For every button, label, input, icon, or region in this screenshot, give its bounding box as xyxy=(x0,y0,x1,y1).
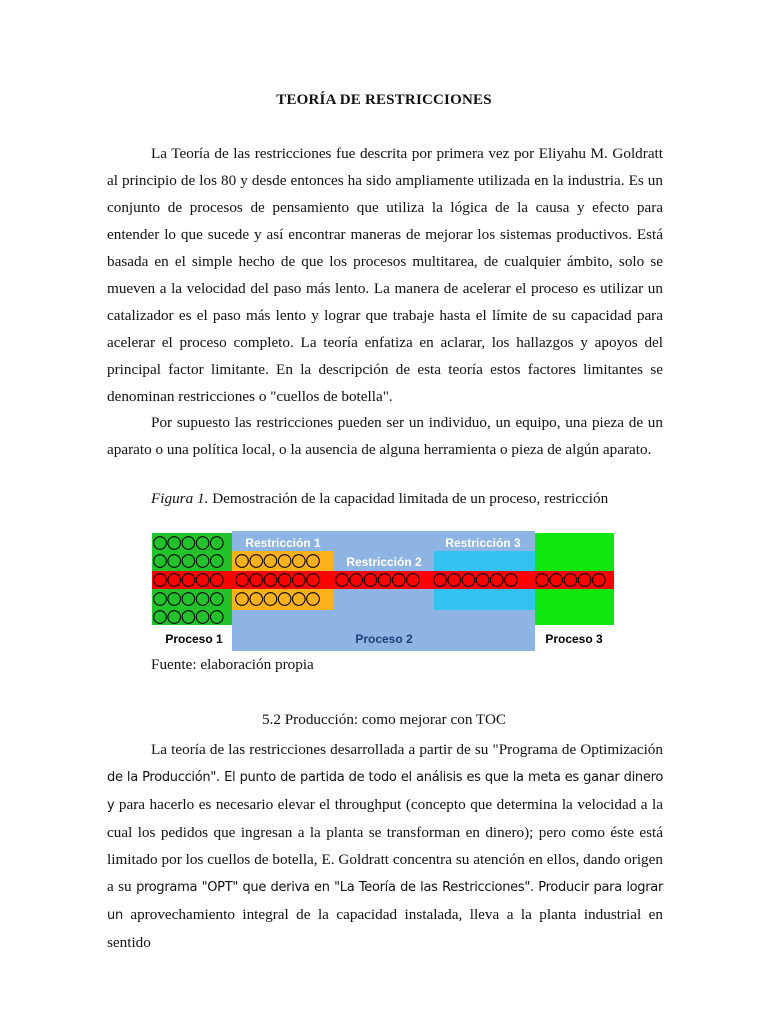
document-title: TEORÍA DE RESTRICCIONES xyxy=(276,92,492,108)
figure-caption-label: Figura 1. xyxy=(151,490,209,507)
proceso-3-label: Proceso 3 xyxy=(545,632,603,646)
restriccion-3-label: Restricción 3 xyxy=(445,536,521,550)
paragraph-3-part-a: La teoría de las restricciones desarrollada a partir de su "Programa de Optimización xyxy=(151,741,663,758)
figure-caption-text: Demostración de la capacidad limitada de un proceso, restricción xyxy=(208,490,609,507)
section-heading: 5.2 Producción: como mejorar con TOC xyxy=(261,711,507,728)
paragraph-1: La Teoría de las restricciones fue descrita por primera vez por Eliyahu M. Goldratt al principio de los 80 y desde entonces ha sido ampliamente utilizada en la industria. Es un conjunto de procesos de pensamiento que utiliza la lógica de la causa y efecto para entender lo que sucede y así encontrar maneras de mejorar los sistemas productivos. Está basada en el simple hecho de que los procesos multitarea, de cualquier ámbito, solo se mueven a la velocidad del paso más lento. La manera de acelerar el proceso es utilizar un catalizador es el paso más lento y lograr que trabaje hasta el límite de su capacidad para acelerar el proceso completo. La teoría enfatiza en aclarar, los hallazgos y apoyos del principal factor limitante. En la descripción de esta teoría estos factores limitantes se denominan restricciones o "cuellos de botella". xyxy=(107,145,663,405)
figure-source: Fuente: elaboración propia xyxy=(151,656,314,673)
paragraph-3-part-c: para hacerlo es necesario elevar el throughput (concepto que determina la velocidad a la cual los pedidos que ingresan a la planta se transforman en dinero); pero como éste está limitado por los cuellos de botella, E. Goldratt concentra su atención en ellos, dando origen a su xyxy=(107,796,663,895)
restriccion-2-label: Restricción 2 xyxy=(346,555,422,569)
proceso-1-label: Proceso 1 xyxy=(165,632,223,646)
figure-svg xyxy=(150,531,616,655)
paragraph-3 xyxy=(107,736,663,956)
paragraph-3-part-e: aprovechamiento integral de la capacidad instalada, lleva a la planta industrial en sentido xyxy=(107,906,663,951)
paragraph-2: Por supuesto las restricciones pueden ser un individuo, un equipo, una pieza de un aparato o una política local, o la ausencia de alguna herramienta o pieza de algún aparato. xyxy=(107,414,663,458)
figure-restrictions-diagram xyxy=(150,531,616,655)
restriccion-1-label: Restricción 1 xyxy=(245,536,321,550)
figure-caption xyxy=(151,490,608,508)
paragraph-3-part-d: programa "OPT" que deriva en "La Teoría de las Restricciones". Producir para lograr un xyxy=(107,880,663,923)
paragraph-3-part-b: de la Producción". El punto de partida de todo el análisis es que la meta es ganar dinero y xyxy=(107,770,663,813)
proceso-2-label: Proceso 2 xyxy=(355,632,413,646)
